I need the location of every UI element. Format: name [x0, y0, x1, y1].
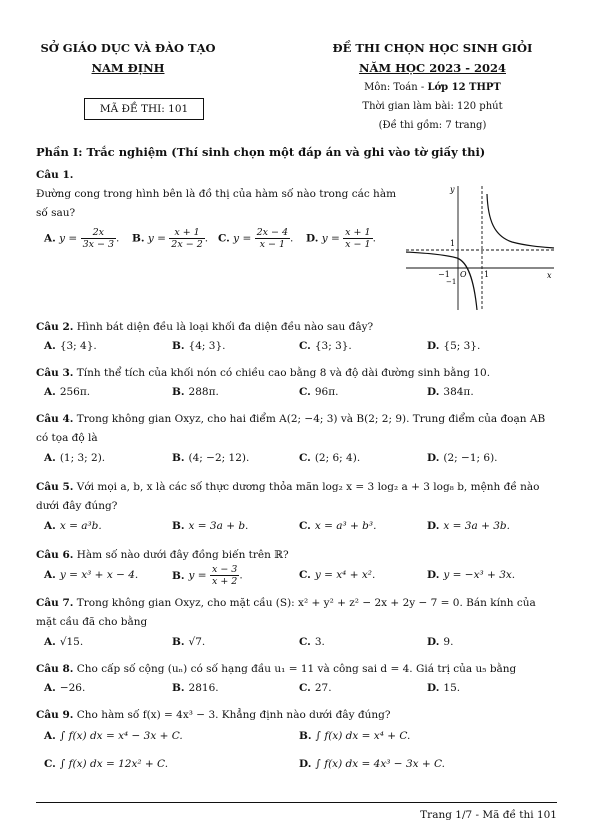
option-c[interactable]	[299, 636, 325, 648]
question-1-options	[44, 221, 394, 251]
option-a[interactable]	[44, 520, 102, 532]
question-6-options	[44, 564, 544, 590]
option-label: A.	[44, 730, 56, 742]
option-tail: .	[372, 232, 376, 245]
function-graph	[402, 180, 562, 312]
option-tail: .	[116, 232, 120, 245]
option-label: C.	[299, 386, 311, 398]
option-label: C.	[299, 452, 311, 464]
option-b[interactable]	[172, 452, 249, 464]
option-a[interactable]	[44, 682, 85, 694]
option-text: x = 3a + b.	[188, 520, 249, 532]
denominator: x − 1	[259, 239, 286, 250]
option-label: B.	[172, 386, 185, 398]
question-text: Với mọi a, b, x là các số thực dương thỏa mãn log₂ x = 3 log₂ a + 3 log₈ b, mệnh đề nào dưới đây đúng?	[36, 481, 540, 512]
option-text: 96π.	[314, 386, 339, 398]
option-lhs: y =	[59, 232, 78, 245]
exam-header	[300, 38, 565, 135]
question-2	[36, 318, 556, 337]
denominator: 2x − 2	[171, 239, 203, 250]
question-7-options	[44, 636, 544, 654]
question-text: Cho hàm số f(x) = 4x³ − 3. Khẳng định nào dưới đây đúng?	[76, 709, 391, 721]
option-text: (4; −2; 12).	[188, 452, 250, 464]
option-label: D.	[427, 340, 440, 352]
option-text: 384π.	[443, 386, 474, 398]
question-text: Cho cấp số cộng (uₙ) có số hạng đầu u₁ = 11 và công sai d = 4. Giá trị của u₅ bằng	[76, 663, 517, 675]
question-text: Hàm số nào dưới đây đồng biến trên ℝ?	[76, 549, 289, 561]
question-label: Câu 8.	[36, 663, 74, 675]
option-text: (1; 3; 2).	[59, 452, 106, 464]
option-b[interactable]	[132, 227, 208, 250]
question-label: Câu 3.	[36, 367, 74, 379]
option-label: A.	[44, 636, 56, 648]
department-name: SỞ GIÁO DỤC VÀ ĐÀO TẠO	[40, 41, 216, 55]
question-3	[36, 364, 556, 383]
school-year: NĂM HỌC 2023 - 2024	[358, 61, 506, 75]
option-text: −26.	[59, 682, 86, 694]
option-text: y = x³ + x − 4.	[59, 569, 139, 581]
option-text: 2816.	[188, 682, 219, 694]
option-tail: .	[239, 569, 243, 582]
option-label: D.	[306, 232, 319, 245]
option-label: A.	[44, 682, 56, 694]
option-text: {3; 4}.	[59, 340, 97, 352]
option-label: D.	[427, 452, 440, 464]
option-d[interactable]	[427, 386, 474, 398]
question-label: Câu 9.	[36, 709, 74, 721]
option-label: D.	[427, 386, 440, 398]
option-d[interactable]	[427, 452, 498, 464]
x-axis-label: x	[547, 271, 552, 280]
exam-code-box: MÃ ĐỀ THI: 101	[84, 98, 204, 120]
option-label: A.	[44, 386, 56, 398]
option-label: C.	[299, 520, 311, 532]
option-a[interactable]	[44, 452, 105, 464]
option-d[interactable]	[299, 758, 445, 770]
question-text: Trong không gian Oxyz, cho mặt cầu (S): x² + y² + z² − 2x + 2y − 7 = 0. Bán kính của mặt cầu đã cho bằng	[36, 597, 536, 628]
tick-label: 1	[484, 270, 490, 279]
option-label: B.	[172, 340, 185, 352]
option-d[interactable]	[306, 227, 376, 250]
option-text: 3.	[314, 636, 325, 648]
option-a[interactable]	[44, 386, 90, 398]
tick-label: −1	[446, 278, 457, 286]
option-label: A.	[44, 569, 56, 581]
left-branch	[406, 252, 477, 310]
fraction	[169, 227, 204, 250]
option-text: 27.	[314, 682, 332, 694]
question-text: Hình bát diện đều là loại khối đa diện đều nào sau đây?	[76, 321, 374, 333]
option-c[interactable]	[299, 520, 376, 532]
exam-title: ĐỀ THI CHỌN HỌC SINH GIỎI	[332, 41, 533, 55]
option-text: y = −x³ + 3x.	[443, 569, 516, 581]
option-a[interactable]	[44, 730, 183, 742]
option-b[interactable]	[172, 564, 243, 587]
option-text: ∫ f(x) dx = 12x² + C.	[59, 758, 169, 770]
question-7	[36, 594, 556, 632]
option-label: D.	[427, 569, 440, 581]
subject-grade: Lớp 12 THPT	[427, 82, 501, 93]
origin-label: O	[460, 270, 467, 279]
option-text: y = x⁴ + x².	[314, 569, 376, 581]
option-text: (2; 6; 4).	[314, 452, 361, 464]
option-label: D.	[427, 682, 440, 694]
denominator: x − 1	[345, 239, 371, 250]
option-a[interactable]	[44, 569, 138, 581]
option-tail: .	[290, 232, 294, 245]
question-8-options	[44, 682, 544, 700]
option-a[interactable]	[44, 340, 97, 352]
page-footer: Trang 1/7 - Mã đề thi 101	[420, 809, 557, 821]
question-text: Tính thể tích của khối nón có chiều cao bằng 8 và độ dài đường sinh bằng 10.	[76, 367, 491, 379]
subject-line	[300, 78, 565, 97]
option-label: C.	[299, 682, 311, 694]
option-b[interactable]	[299, 730, 410, 742]
option-text: 256π.	[59, 386, 91, 398]
option-label: A.	[44, 232, 56, 245]
question-label: Câu 4.	[36, 413, 74, 425]
question-label: Câu 1.	[36, 169, 74, 181]
option-c[interactable]	[44, 758, 168, 770]
option-label: B.	[172, 569, 185, 582]
option-label: C.	[44, 758, 56, 770]
fraction	[255, 227, 290, 250]
question-1	[36, 166, 406, 223]
option-a[interactable]	[44, 636, 83, 648]
option-d[interactable]	[427, 682, 460, 694]
option-label: D.	[427, 520, 440, 532]
fraction	[81, 227, 116, 250]
option-label: C.	[299, 340, 311, 352]
option-label: A.	[44, 520, 56, 532]
option-c[interactable]	[299, 452, 360, 464]
option-d[interactable]	[427, 569, 515, 581]
option-label: B.	[172, 682, 185, 694]
question-text: Trong không gian Oxyz, cho hai điểm A(2; −4; 3) và B(2; 2; 9). Trung điểm của đoạn AB có tọa độ là	[36, 413, 546, 444]
department-header	[28, 38, 228, 78]
option-label: B.	[172, 452, 185, 464]
option-text: ∫ f(x) dx = x⁴ + C.	[315, 730, 411, 742]
option-label: B.	[172, 636, 185, 648]
option-text: 15.	[443, 682, 461, 694]
option-text: √7.	[188, 636, 206, 648]
option-c[interactable]	[299, 569, 375, 581]
option-label: C.	[299, 636, 311, 648]
option-c[interactable]	[299, 386, 338, 398]
option-lhs: y =	[321, 232, 340, 245]
option-label: B.	[172, 520, 185, 532]
section-title: Phần I: Trắc nghiệm (Thí sinh chọn một đáp án và ghi vào tờ giấy thi)	[36, 145, 486, 159]
option-text: x = a³ + b³.	[314, 520, 377, 532]
question-label: Câu 6.	[36, 549, 74, 561]
question-9-options-row1	[44, 730, 544, 748]
option-b[interactable]	[172, 682, 219, 694]
denominator: x + 2	[211, 576, 238, 587]
option-b[interactable]	[172, 340, 225, 352]
option-text: ∫ f(x) dx = x⁴ − 3x + C.	[59, 730, 183, 742]
right-branch	[487, 194, 554, 248]
numerator: x + 1	[345, 227, 371, 238]
footer-divider	[36, 802, 557, 803]
option-label: B.	[132, 232, 145, 245]
time-limit: Thời gian làm bài: 120 phút	[362, 101, 503, 112]
option-text: {4; 3}.	[188, 340, 226, 352]
option-d[interactable]	[427, 340, 480, 352]
question-5-options	[44, 520, 544, 538]
denominator: 3x − 3	[82, 239, 115, 250]
question-4-options	[44, 452, 544, 470]
question-3-options	[44, 386, 544, 404]
province-name: NAM ĐỊNH	[91, 61, 165, 75]
option-text: {5; 3}.	[443, 340, 481, 352]
question-2-options	[44, 340, 544, 358]
tick-label: −1	[438, 270, 450, 279]
fraction	[210, 564, 239, 587]
option-text: √15.	[59, 636, 84, 648]
option-label: C.	[299, 569, 311, 581]
question-6	[36, 546, 556, 565]
option-text: 288π.	[188, 386, 219, 398]
option-text: x = a³b.	[59, 520, 102, 532]
option-b[interactable]	[172, 520, 248, 532]
numerator: 2x − 4	[256, 227, 289, 238]
option-label: D.	[299, 758, 312, 770]
option-text: (2; −1; 6).	[443, 452, 498, 464]
option-a[interactable]	[44, 227, 119, 250]
option-b[interactable]	[172, 386, 219, 398]
question-5	[36, 478, 556, 516]
option-c[interactable]	[299, 340, 352, 352]
option-c[interactable]	[299, 682, 332, 694]
fraction	[343, 227, 372, 250]
question-8	[36, 660, 556, 679]
page-count: (Đề thi gồm: 7 trang)	[378, 120, 487, 131]
option-lhs: y =	[233, 232, 252, 245]
option-d[interactable]	[427, 636, 453, 648]
question-9	[36, 706, 556, 725]
option-lhs: y =	[188, 569, 207, 582]
question-4	[36, 410, 556, 448]
option-label: A.	[44, 340, 56, 352]
subject-prefix: Môn: Toán -	[364, 82, 428, 93]
option-text: ∫ f(x) dx = 4x³ − 3x + C.	[315, 758, 446, 770]
question-9-options-row2	[44, 758, 544, 776]
question-label: Câu 5.	[36, 481, 74, 493]
option-b[interactable]	[172, 636, 205, 648]
question-text: Đường cong trong hình bên là đồ thị của hàm số nào trong các hàm số sau?	[36, 188, 397, 219]
question-label: Câu 2.	[36, 321, 74, 333]
option-text: x = 3a + 3b.	[443, 520, 510, 532]
option-d[interactable]	[427, 520, 510, 532]
question-label: Câu 7.	[36, 597, 74, 609]
numerator: x − 3	[211, 564, 238, 575]
option-c[interactable]	[218, 227, 293, 250]
option-lhs: y =	[147, 232, 166, 245]
option-label: C.	[218, 232, 230, 245]
option-label: D.	[427, 636, 440, 648]
option-label: B.	[299, 730, 312, 742]
option-text: 9.	[443, 636, 454, 648]
option-label: A.	[44, 452, 56, 464]
option-text: {3; 3}.	[314, 340, 352, 352]
numerator: 2x	[81, 227, 116, 239]
numerator: x + 1	[169, 227, 204, 239]
option-tail: .	[204, 232, 209, 245]
y-axis-label: y	[450, 185, 455, 194]
tick-label: 1	[450, 239, 456, 248]
